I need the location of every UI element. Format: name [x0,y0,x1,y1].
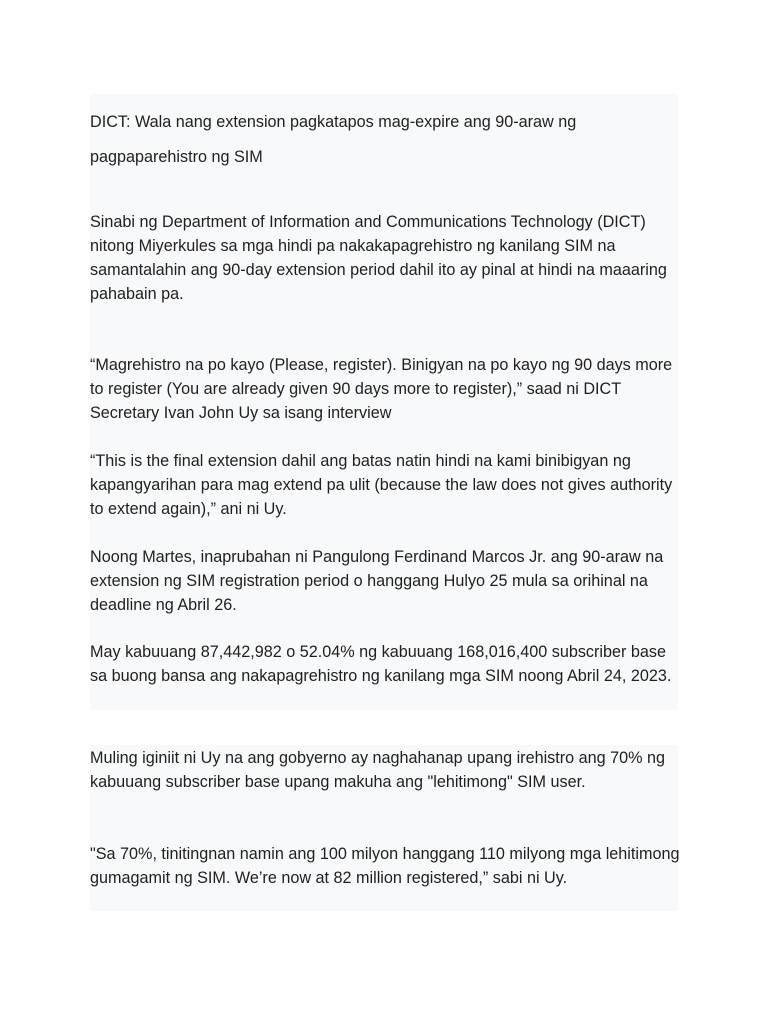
article-paragraph: Sinabi ng Department of Information and Communications Technology (DICT) nitong Miyerkules sa mga hindi pa nakakapagrehistro ng kanilang SIM na samantalahin ang 90-day extension period dahil ito ay pinal at hindi na maaaring pahabain pa. [90,213,667,303]
article-title: DICT: Wala nang extension pagkatapos mag-expire ang 90-araw ng pagpaparehistro ng SIM [90,113,577,166]
article-paragraph: Noong Martes, inaprubahan ni Pangulong Ferdinand Marcos Jr. ang 90-araw na extension ng SIM registration period o hanggang Hulyo 25 mula sa orihinal na deadline ng Abril 26. [90,548,664,614]
article-paragraph: May kabuuang 87,442,982 o 52.04% ng kabuuang 168,016,400 subscriber base sa buong bansa ang nakapagrehistro ng kanilang mga SIM noong Abril 24, 2023. [90,643,672,685]
article-paragraph: “Magrehistro na po kayo (Please, register). Binigyan na po kayo ng 90 days more to register (You are already given 90 days more to register),” saad ni DICT Secretary Ivan John Uy sa isang interview [90,356,673,422]
article-paragraph: "Sa 70%, tinitingnan namin ang 100 milyon hanggang 110 milyong mga lehitimong gumagamit ng SIM. We’re now at 82 million registered,” sabi ni Uy. [90,845,680,887]
article-paragraph: Muling iginiit ni Uy na ang gobyerno ay naghahanap upang irehistro ang 70% ng kabuuang subscriber base upang makuha ang "lehitimong" SIM user. [90,749,666,791]
article-paragraph: “This is the final extension dahil ang batas natin hindi na kami binibigyan ng kapangyarihan para mag extend pa ulit (because the law does not gives authority to extend again),” ani ni Uy. [90,452,673,518]
